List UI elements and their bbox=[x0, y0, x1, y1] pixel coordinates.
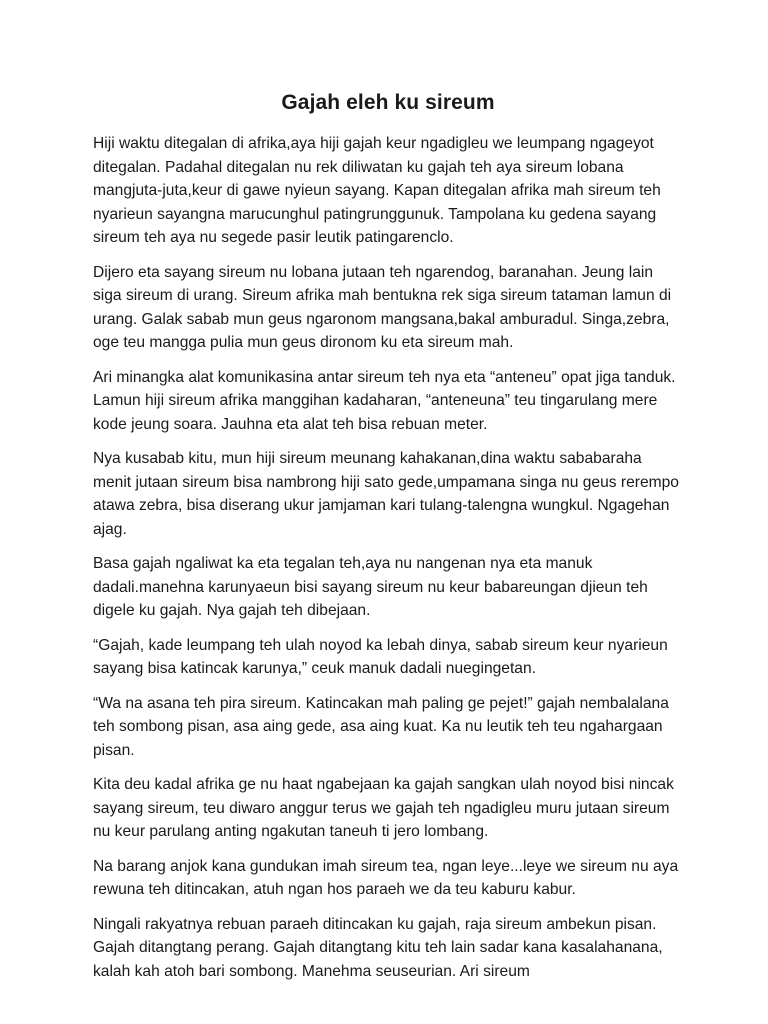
page-title: Gajah eleh ku sireum bbox=[281, 91, 495, 114]
paragraph-8: Kita deu kadal afrika ge nu haat ngabejaan ka gajah sangkan ulah noyod bisi nincak sayang sireum, teu diwaro anggur terus we gajah teh ngadigleu muru jutaan sireum nu keur parulang anting ngakutan taneuh ti jero lombang. bbox=[93, 776, 674, 840]
paragraph-10: Ningali rakyatnya rebuan paraeh ditincakan ku gajah, raja sireum ambekun pisan. Gajah ditangtang perang. Gajah ditangtang kitu teh lain sadar kana kasalahanana, kalah kah atoh bari sombong. Manehma seuseurian. Ari sireum bbox=[93, 915, 663, 980]
document-page bbox=[93, 88, 683, 994]
paragraph-9: Na barang anjok kana gundukan imah sireum tea, ngan leye...leye we sireum nu aya rewuna teh ditincakan, atuh ngan hos paraeh we da teu kaburu kabur. bbox=[93, 857, 679, 898]
paragraph-6: “Gajah, kade leumpang teh ulah noyod ka lebah dinya, sabab sireum keur nyarieun sayang bisa katincak karunya,” ceuk manuk dadali nuegingetan. bbox=[93, 636, 668, 677]
paragraph-3: Ari minangka alat komunikasina antar sireum teh nya eta “anteneu” opat jiga tanduk. Lamun hiji sireum afrika manggihan kadaharan, “anteneuna” teu tingarulang mere kode jeung soara. Jauhna eta alat teh bisa rebuan meter. bbox=[93, 368, 676, 433]
paragraph-2: Dijero eta sayang sireum nu lobana jutaan teh ngarendog, baranahan. Jeung lain siga sireum di urang. Sireum afrika mah bentukna rek siga sireum tataman lamun di urang. Galak sabab mun geus ngaronom mangsana,bakal amburadul. Singa,zebra, oge teu mangga pulia mun geus dironom ku eta sireum mah. bbox=[93, 263, 672, 351]
paragraph-1: Hiji waktu ditegalan di afrika,aya hiji gajah keur ngadigleu we leumpang ngageyot ditegalan. Padahal ditegalan nu rek diliwatan ku gajah teh aya sireum lobana mangjuta-juta,keur di gawe nyieun sayang. Kapan ditegalan afrika mah sireum teh nyarieun sayangna marucunghul patingrunggunuk. Tampolana ku gedena sayang sireum teh aya nu segede pasir leutik patingarenclo. bbox=[93, 135, 661, 246]
paragraph-7: “Wa na asana teh pira sireum. Katincakan mah paling ge pejet!” gajah nembalalana teh sombong pisan, asa aing gede, asa aing kuat. Ka nu leutik teh teu ngahargaan pisan. bbox=[93, 694, 669, 759]
paragraph-4: Nya kusabab kitu, mun hiji sireum meunang kahakanan,dina waktu sababaraha menit jutaan sireum bisa nambrong hiji sato gede,umpamana singa nu geus rerempo atawa zebra, bisa diserang ukur jamjaman kari tulang-talengna wungkul. Ngagehan ajag. bbox=[93, 450, 679, 538]
paragraph-5: Basa gajah ngaliwat ka eta tegalan teh,aya nu nangenan nya eta manuk dadali.manehna karunyaeun bisi sayang sireum nu keur babareungan djieun teh digele ku gajah. Nya gajah teh dibejaan. bbox=[93, 555, 648, 619]
